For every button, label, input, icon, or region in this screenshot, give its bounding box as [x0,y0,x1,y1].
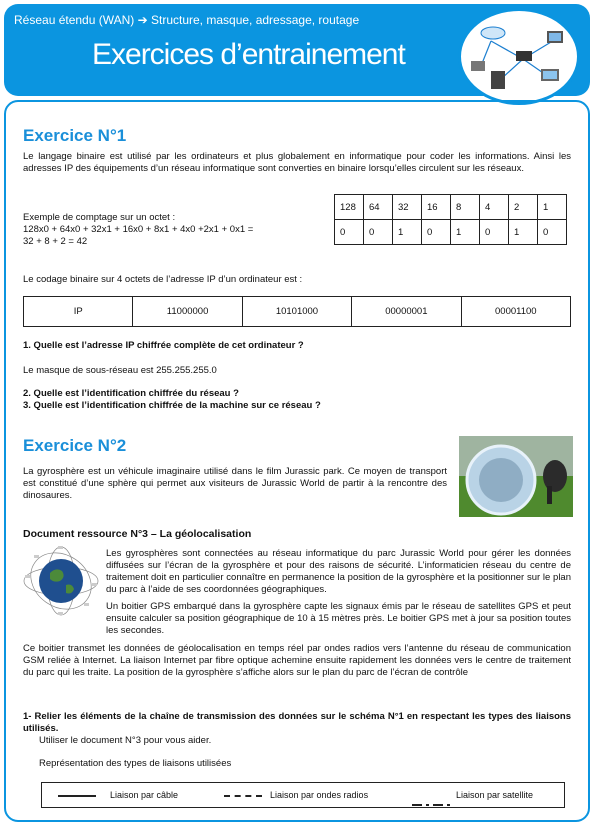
byte-weights-row [335,195,567,220]
doc3-title: Document ressource N°3 – La géolocalisation [23,528,252,540]
ip-label-cell: IP [24,297,133,327]
doc3-para2: Un boitier GPS embarqué dans la gyrosphère capte les signaux émis par le réseau de satellites GPS et peut ensuite calculer sa position géographique de 10 à 15 mètres près. Le boitier GPS met à jour sa position toutes les secondes. [106,601,571,636]
question-2: 2. Quelle est l’identification chiffrée du réseau ? [23,388,239,399]
bit-cell: 1 [451,220,480,245]
octet-cell: 11000000 [133,297,242,327]
legend-satellite: Liaison par satellite [456,790,534,800]
satellite-line-sample [412,794,450,797]
bit-cell: 0 [480,220,509,245]
exercise2-heading: Exercice N°2 [23,436,127,455]
ip-row [24,297,571,327]
legend-title: Représentation des types de liaisons utilisées [39,758,232,769]
globe-satellites-image [22,545,100,617]
link-types-legend [41,782,565,808]
exercise2-question-help: Utiliser le document N°3 pour vous aider. [39,735,212,746]
header-subtitle: Réseau étendu (WAN) ➔ Structure, masque, adressage, routage [14,13,360,27]
mask-text: Le masque de sous-réseau est 255.255.255.0 [23,365,217,376]
question-1: 1. Quelle est l’adresse IP chiffrée complète de cet ordinateur ? [23,340,304,351]
example-line-3: 32 + 8 + 2 = 42 [23,236,88,247]
octet-cell: 00000001 [352,297,461,327]
bit-cell: 0 [335,220,364,245]
octet-cell: 00001100 [461,297,570,327]
exercise1-intro: Le langage binaire est utilisé par les ordinateurs et plus globalement en informatique pour coder les informations. Ainsi les adresses IP des équipements d’un réseau informatique sont converties en binaire lorsqu’elles circulent sur les réseaux. [23,151,571,174]
bit-cell: 1 [393,220,422,245]
weight-cell: 1 [538,195,567,220]
legend-cable: Liaison par câble [110,790,179,800]
legend-radio: Liaison par ondes radios [270,790,369,800]
gyrosphere-photo [459,436,573,517]
byte-bits-row [335,220,567,245]
weight-cell: 128 [335,195,364,220]
octet-cell: 10101000 [242,297,351,327]
bit-cell: 0 [422,220,451,245]
exercise2-intro: La gyrosphère est un véhicule imaginaire utilisé dans le film Jurassic park. Ce moyen de transport est constitué d’une sphère qui permet aux visiteurs de Jurassic World de partir à la rencontre des dinosaures. [23,466,447,501]
radio-line-sample [224,795,262,797]
weight-cell: 16 [422,195,451,220]
page-title: Exercices d’entrainement [92,38,405,71]
doc3-para1: Les gyrosphères sont connectées au réseau informatique du parc Jurassic World pour gérer les données diffusées sur l’écran de la gyrosphère et pour des raisons de sécurité. L’informaticien réseau du centre de traitement doit en particulier connaître en permanence la position de la gyrosphère et la positionner sur le plan du parc à l’aide de ses coordonnées géographiques. [106,548,571,595]
weight-cell: 64 [364,195,393,220]
bit-cell: 0 [364,220,393,245]
weight-cell: 32 [393,195,422,220]
byte-table [334,194,567,245]
ip-binary-table [23,296,571,327]
weight-cell: 8 [451,195,480,220]
cable-line-sample [58,795,96,797]
weight-cell: 4 [480,195,509,220]
weight-cell: 2 [509,195,538,220]
question-3: 3. Quelle est l’identification chiffrée de la machine sur ce réseau ? [23,400,321,411]
exercise2-question-1: 1- Relier les éléments de la chaîne de transmission des données sur le schéma N°1 en respectant les types des liaisons utilisés. [23,711,571,734]
network-illustration [458,8,580,105]
example-line-2: 128x0 + 64x0 + 32x1 + 16x0 + 8x1 + 4x0 +2x1 + 0x1 = [23,224,254,235]
coding-text: Le codage binaire sur 4 octets de l’adresse IP d’un ordinateur est : [23,274,303,285]
bit-cell: 1 [509,220,538,245]
exercise1-heading: Exercice N°1 [23,126,127,145]
doc3-para3: Ce boitier transmet les données de géolocalisation en temps réel par ondes radios vers l’antenne du réseau de communication GSM reliée à Internet. La liaison Internet par fibre optique achemine ensuite rapidement les données vers le centre de traitement du parc qui les traite. La position de la gyrosphère s’affiche alors sur le plan du parc de l’écran de contrôle [23,643,571,678]
bit-cell: 0 [538,220,567,245]
example-line-1: Exemple de comptage sur un octet : [23,212,176,223]
